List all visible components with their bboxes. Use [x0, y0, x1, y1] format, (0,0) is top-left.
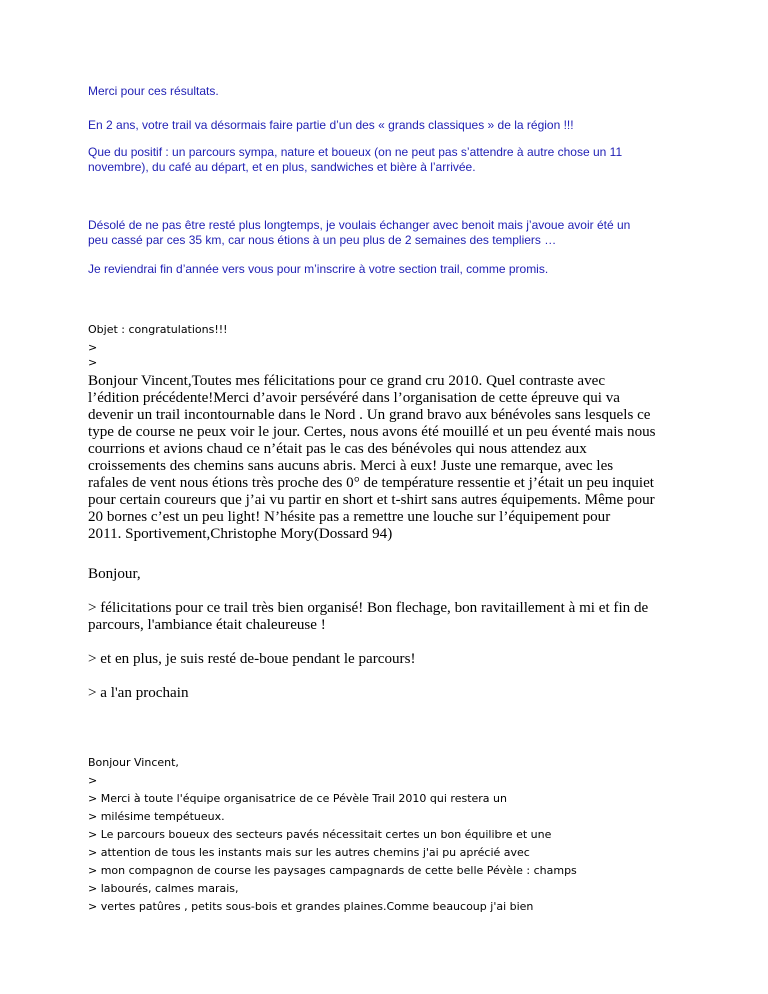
email3-paragraph-3: > a l'an prochain	[88, 685, 189, 701]
email1-paragraph-4-line-2: peu cassé par ces 35 km, car nous étions à un peu plus de 2 semaines des templiers …	[88, 233, 557, 247]
email1-paragraph-3-line-2: novembre), du café au départ, et en plus, sandwiches et bière à l’arrivée.	[88, 160, 476, 174]
email2-body-line: Bonjour Vincent,Toutes mes félicitations pour ce grand cru 2010. Quel contraste avec	[88, 373, 606, 389]
email2-quote-marker-2: >	[88, 356, 98, 369]
email2-body-line: 20 bornes c’est un peu light! N’hésite pas a remettre une louche sur l’équipement pour	[88, 509, 611, 525]
email2-body-line: l’édition précédente!Merci d’avoir persévéré dans l’organisation de cette épreuve qui va	[88, 390, 620, 406]
email1-paragraph-1: Merci pour ces résultats.	[88, 84, 219, 98]
email4-body	[88, 754, 728, 916]
email1-paragraph-2: En 2 ans, votre trail va désormais faire partie d’un des « grands classiques » de la région !!!	[88, 118, 574, 132]
email4-line: > Merci à toute l'équipe organisatrice de ce Pévèle Trail 2010 qui restera un	[88, 792, 507, 805]
email2-body	[88, 373, 704, 543]
email4-line: > milésime tempétueux.	[88, 810, 225, 823]
email2-body-line: courrions et avions chaud ce n’était pas le cas des bénévoles qui nous attendez aux	[88, 441, 587, 457]
email4-line: > Le parcours boueux des secteurs pavés nécessitait certes un bon équilibre et une	[88, 828, 552, 841]
email2-subject: Objet : congratulations!!!	[88, 323, 228, 336]
email1-paragraph-5: Je reviendrai fin d’année vers vous pour m’inscrire à votre section trail, comme promis.	[88, 262, 549, 276]
email2-body-line: rafales de vent nous étions très proche des 0° de température ressentie et j’était un peu inquiet	[88, 475, 654, 491]
email2-body-line: croissements des chemins sans aucuns abris. Merci à eux! Juste une remarque, avec les	[88, 458, 614, 474]
email2-body-line: 2011. Sportivement,Christophe Mory(Dossard 94)	[88, 526, 393, 542]
email2-body-line: type de course ne peux voir le jour. Certes, nous avons été mouillé et un peu éventé mais nous	[88, 424, 656, 440]
email4-line: > vertes patûres , petits sous-bois et grandes plaines.Comme beaucoup j'ai bien	[88, 900, 534, 913]
email3-paragraph-1	[88, 600, 704, 634]
email1-paragraph-3	[88, 145, 688, 175]
email1-paragraph-4-line-1: Désolé de ne pas être resté plus longtemps, je voulais échanger avec benoit mais j’avoue avoir été un	[88, 218, 631, 232]
email4-line: Bonjour Vincent,	[88, 756, 179, 769]
email4-line: > attention de tous les instants mais sur les autres chemins j'ai pu aprécié avec	[88, 846, 530, 859]
email4-line: >	[88, 774, 98, 787]
email3-paragraph-2: > et en plus, je suis resté de-boue pendant le parcours!	[88, 651, 416, 667]
email2-body-line: devenir un trail incontournable dans le Nord . Un grand bravo aux bénévoles sans lesquels ce	[88, 407, 651, 423]
email2-body-line: pour certain coureurs que j’ai vu partir en short et t-shirt sans autres équipements. Même pour	[88, 492, 655, 508]
email4-line: > mon compagnon de course les paysages campagnards de cette belle Pévèle : champs	[88, 864, 577, 877]
email4-line: > labourés, calmes marais,	[88, 882, 239, 895]
email3-paragraph-1-line-1: > félicitations pour ce trail très bien organisé! Bon flechage, bon ravitaillement à mi et fin de	[88, 600, 649, 616]
email3-greeting: Bonjour,	[88, 566, 141, 582]
email2-quote-marker-1: >	[88, 341, 98, 354]
email3-paragraph-1-line-2: parcours, l'ambiance était chaleureuse !	[88, 617, 326, 633]
email1-paragraph-4	[88, 218, 688, 248]
email1-paragraph-3-line-1: Que du positif : un parcours sympa, nature et boueux (on ne peut pas s’attendre à autre chose un 11	[88, 145, 623, 159]
